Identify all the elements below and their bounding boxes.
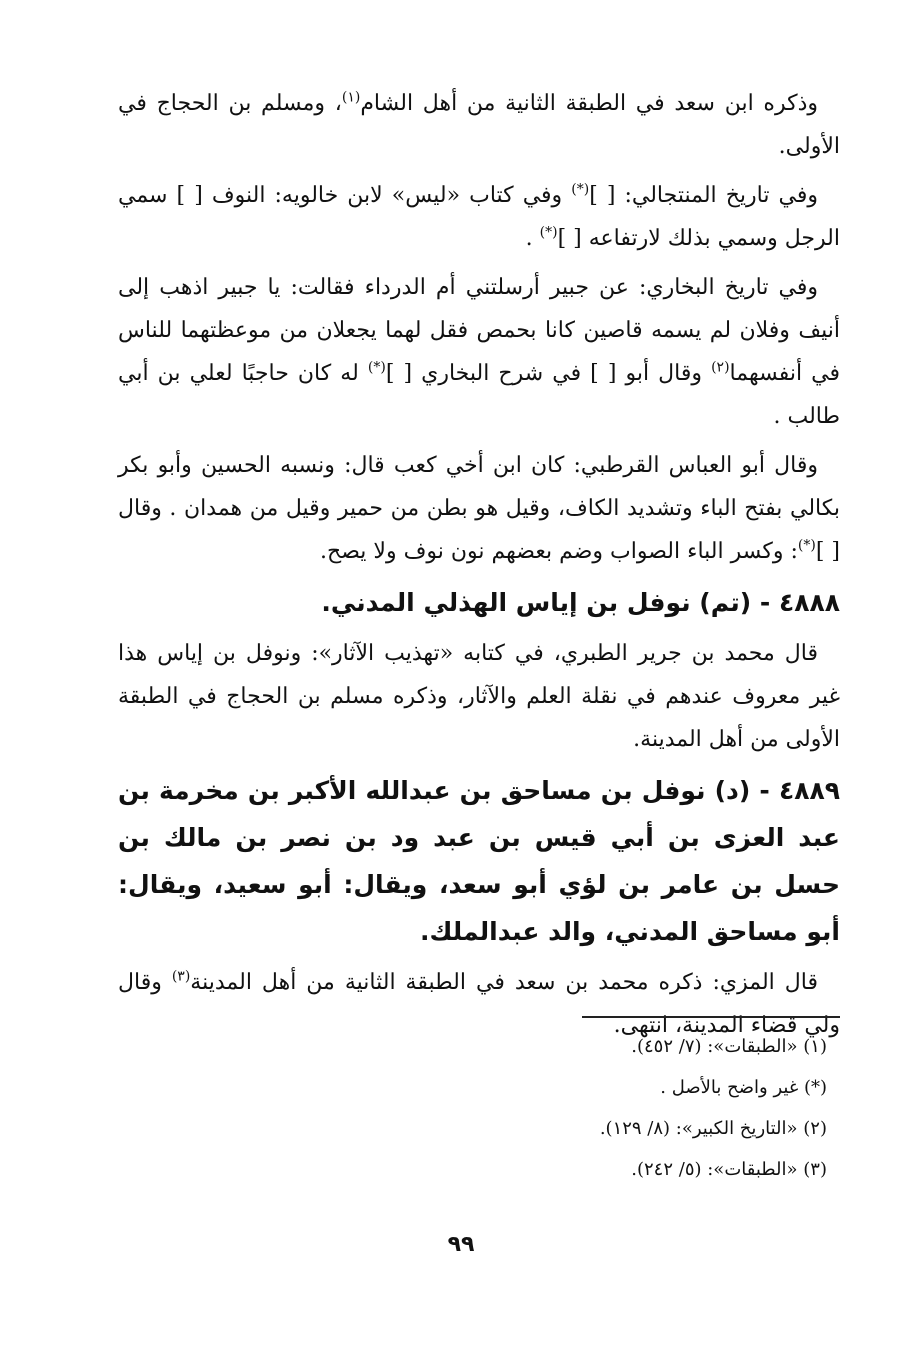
paragraph-text: له كان حاجبًا لعلي بن أبي طالب .	[118, 361, 840, 429]
paragraph-text: وقال أبو العباس القرطبي: كان ابن أخي كعب قال: ونسبه الحسين وأبو بكر بكالي بفتح الباء وتشديد الكاف، وقيل هو بطن من حمير وقيل من همدان . وقال [ ]	[118, 453, 840, 564]
entry-heading-4889: ٤٨٨٩ - (د) نوفل بن مساحق بن عبدالله الأكبر بن مخرمة بن عبد العزى بن أبي قيس بن عبد ود بن نصر بن مالك بن حسل بن عامر بن لؤي أبو سعد، ويقال: أبو سعيد، ويقال: أبو مساحق المدني، والد عبدالملك.	[118, 776, 840, 946]
entry-heading-4888: ٤٨٨٨ - (تم) نوفل بن إياس الهذلي المدني.	[321, 588, 840, 617]
paragraph-text: وقال ولي قضاء المدينة، انتهى.	[118, 970, 840, 1038]
paragraph-qurtubi	[118, 444, 840, 573]
paragraph-text: ، ومسلم بن الحجاج في الأولى.	[118, 91, 840, 159]
paragraph-ibn-saad	[118, 82, 840, 168]
paragraph-text: وذكره ابن سعد في الطبقة الثانية من أهل الشام	[360, 91, 818, 116]
page-body	[118, 82, 840, 1053]
paragraph-text: : وكسر الباء الصواب وضم بعضهم نون نوف ولا يصح.	[320, 539, 798, 564]
footnote-item: (٣) «الطبقات»: (٥/ ٢٤٢).	[631, 1159, 827, 1180]
footnote-ref: (*)	[797, 537, 816, 554]
paragraph-text: وقال أبو [ ] في شرح البخاري [ ]	[385, 361, 712, 386]
page-number: ٩٩	[447, 1232, 475, 1257]
footnotes	[227, 1026, 827, 1190]
footnote-ref: (*)	[539, 224, 558, 241]
paragraph-text: قال المزي: ذكره محمد بن سعد في الطبقة الثانية من أهل المدينة	[190, 970, 818, 995]
paragraph-bukhari	[118, 266, 840, 438]
paragraph-text: .	[525, 226, 540, 251]
footnote-item: (*) غير واضح بالأصل .	[660, 1077, 827, 1098]
footnote-ref: (*)	[367, 359, 386, 376]
paragraph-text: وفي كتاب «ليس» لابن خالويه: النوف [ ] سمي الرجل وسمي بذلك لارتفاعه [ ]	[118, 183, 840, 251]
paragraph-muntajali	[118, 174, 840, 260]
footnote-ref: (٢)	[711, 359, 730, 376]
footnote-ref: (٣)	[171, 968, 191, 985]
entry-text-4888: قال محمد بن جرير الطبري، في كتابه «تهذيب الآثار»: ونوفل بن إياس هذا غير معروف عندهم في نقلة العلم والآثار، وذكره مسلم بن الحجاج في الطبقة الأولى من أهل المدينة.	[118, 641, 840, 752]
paragraph-text: وفي تاريخ المنتجالي: [ ]	[589, 183, 819, 208]
paragraph-text: وفي تاريخ البخاري: عن جبير أرسلتني أم الدرداء فقالت: يا جبير اذهب إلى أنيف وفلان لم يسمه قاصين كانا بحمص فقل لهما يجعلان من موعظتهما للناس في أنفسهما	[118, 275, 841, 386]
footnote-item: (٢) «التاريخ الكبير»: (٨/ ١٢٩).	[599, 1118, 827, 1139]
footnote-ref: (١)	[341, 89, 361, 106]
footnote-divider	[582, 1016, 840, 1018]
footnote-item: (١) «الطبقات»: (٧/ ٤٥٢).	[631, 1036, 827, 1057]
footnote-ref: (*)	[571, 181, 590, 198]
